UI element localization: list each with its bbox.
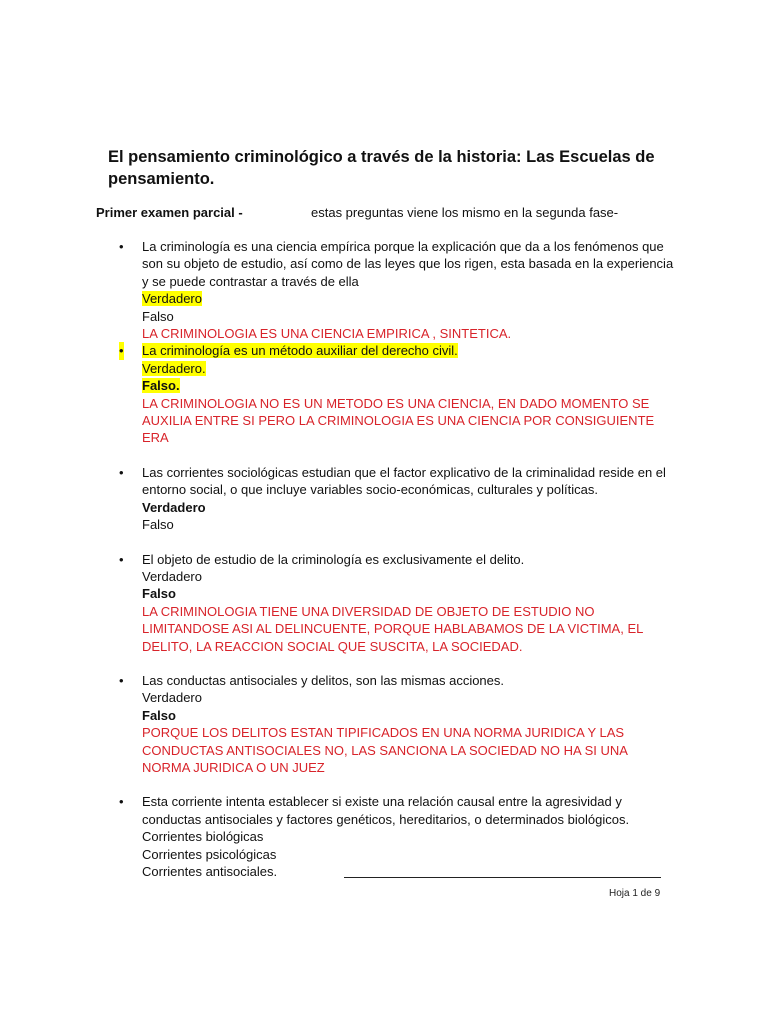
option-true: Verdadero.: [142, 360, 206, 376]
question-item: [119, 672, 675, 776]
bullet-icon: •: [119, 551, 124, 567]
answer-explanation: LA CRIMINOLOGIA ES UNA CIENCIA EMPIRICA , SINTETICA.: [142, 326, 512, 342]
exam-note: estas preguntas viene los mismo en la segunda fase-: [311, 205, 619, 220]
bullet-icon: •: [119, 794, 124, 810]
question-text: El objeto de estudio de la criminología es exclusivamente el delito.: [142, 551, 525, 567]
option-true: Verdadero: [142, 499, 206, 515]
answer-explanation: LA CRIMINOLOGIA TIENE UNA DIVERSIDAD DE OBJETO DE ESTUDIO NO LIMITANDOSE ASI AL DELINCUENTE, PORQUE HABLABAMOS DE LA VICTIMA, EL DELITO, LA REACCION SOCIAL QUE SUSCITA, LA SOCIEDAD.: [142, 603, 643, 654]
question-text: Esta corriente intenta establecer si existe una relación causal entre la agresividad y conductas antisociales y factores genéticos, hereditarios, o determinados biológicos.: [142, 794, 630, 827]
question-item: [119, 793, 675, 880]
bullet-icon: •: [119, 343, 124, 359]
option-false: Falso: [142, 308, 174, 324]
question-item: [119, 464, 675, 534]
answer-explanation: LA CRIMINOLOGIA NO ES UN METODO ES UNA CIENCIA, EN DADO MOMENTO SE AUXILIA ENTRE SI PERO LA CRIMINOLOGIA ES UNA CIENCIA POR CONSIGUIENTE ERA: [142, 395, 655, 446]
exam-subtitle: [96, 205, 619, 220]
question-item: [119, 551, 675, 655]
question-text: La criminología es un método auxiliar del derecho civil.: [142, 343, 458, 359]
option-false: Falso: [142, 707, 176, 723]
bullet-icon: •: [119, 464, 124, 480]
footer-divider: [344, 877, 661, 878]
question-text: Las conductas antisociales y delitos, son las mismas acciones.: [142, 672, 505, 688]
page-number: Hoja 1 de 9: [609, 888, 661, 899]
option-false: Falso: [142, 586, 176, 602]
answer-explanation: PORQUE LOS DELITOS ESTAN TIPIFICADOS EN UNA NORMA JURIDICA Y LAS CONDUCTAS ANTISOCIALES NO, LAS SANCIONA LA SOCIEDAD NO HA SI UNA NORMA JURIDICA O UN JUEZ: [142, 725, 628, 775]
option-false: Falso.: [142, 378, 180, 394]
option-biological: Corrientes biológicas: [142, 829, 264, 845]
exam-label: Primer examen parcial -: [96, 205, 243, 220]
question-text: Las corrientes sociológicas estudian que el factor explicativo de la criminalidad reside en el entorno social, o que incluye variables socio-económicas, culturales y políticas.: [142, 464, 666, 498]
question-item: [119, 342, 675, 446]
option-antisocial: Corrientes antisociales.: [142, 864, 278, 879]
option-psychological: Corrientes psicológicas: [142, 846, 277, 862]
option-true: Verdadero: [142, 690, 202, 706]
page-title: El pensamiento criminológico a través de la historia: Las Escuelas de pensamiento.: [108, 148, 655, 188]
bullet-icon: •: [119, 672, 124, 688]
option-false: Falso: [142, 517, 174, 533]
bullet-icon: •: [119, 239, 124, 254]
question-list: [119, 238, 675, 880]
question-item: [119, 238, 675, 342]
option-true: Verdadero: [142, 291, 202, 307]
question-text: La criminología es una ciencia empírica porque la explicación que da a los fenómenos que son su objeto de estudio, así como de las leyes que los rigen, esta basada en la experiencia y se puede contrastar a través de ella: [142, 239, 674, 289]
option-true: Verdadero: [142, 568, 202, 584]
